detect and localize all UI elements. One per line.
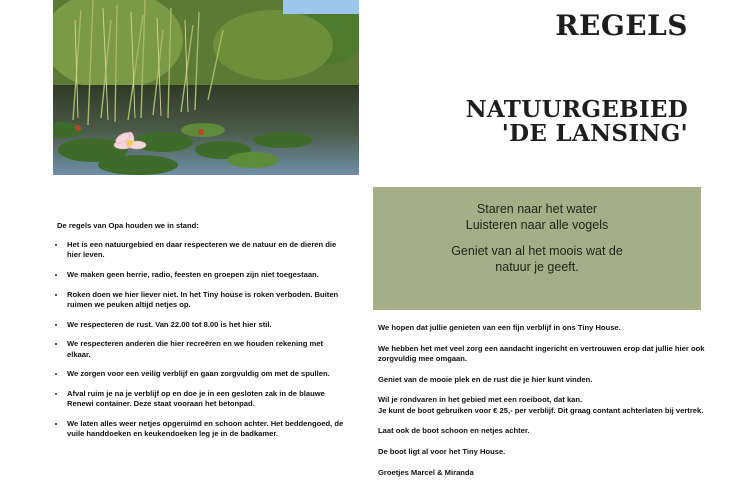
quote-line-1: Staren naar het water	[476, 202, 598, 216]
nature-photo	[53, 0, 359, 175]
pond-illustration	[53, 0, 359, 175]
rules-list	[57, 240, 347, 439]
subtitle	[466, 98, 688, 146]
rule-item: • Roken doen we hier liever niet. In het Tiny house is roken verboden. Buiten ruimen we peuken altijd netjes op.	[66, 290, 347, 310]
note-paragraph: De boot ligt al voor het Tiny House.	[378, 446, 506, 456]
rule-item: • We zorgen voor een veilig verblijf en gaan zorgvuldig om met de spullen.	[66, 369, 347, 379]
rule-item: • We respecteren anderen die hier recreëren en we houden rekening met elkaar.	[66, 339, 347, 359]
rule-item: • We maken geen herrie, radio, feesten en groepen zijn niet toegestaan.	[66, 270, 347, 280]
notes-section	[378, 323, 708, 488]
quote-line-3: Geniet van al het moois wat de	[451, 244, 623, 258]
page-title: REGELS	[555, 9, 688, 42]
rules-intro: De regels van Opa houden we in stand:	[57, 221, 199, 230]
note-paragraph: We hebben het met veel zorg een aandacht ingericht en vertrouwen erop dat jullie hier ook zorgvuldig mee omgaan.	[378, 343, 705, 363]
rules-section	[57, 221, 347, 449]
note-paragraph: Wil je rondvaren in het gebied met een roeiboot, dat kan. Je kunt de boot gebruiken voor € 25,- per verblijf. Dit graag contant achterlaten bij vertrek.	[378, 395, 704, 415]
note-paragraph: Laat ook de boot schoon en netjes achter.	[378, 426, 530, 436]
subtitle-line-1: NATUURGEBIED	[465, 96, 688, 123]
signature: Groetjes Marcel & Miranda	[378, 467, 474, 477]
rule-item: • Het is een natuurgebied en daar respecteren we de natuur en de dieren die hier leven.	[66, 240, 347, 260]
quote-line-2: Luisteren naar alle vogels	[465, 218, 609, 232]
rule-item: • We respecteren de rust. Van 22.00 tot 8.00 is het hier stil.	[66, 320, 347, 330]
rule-item: • We laten alles weer netjes opgeruimd en schoon achter. Het beddengoed, de vuile handdoeken en keukendoeken leg je in de badkamer.	[66, 419, 347, 439]
quote-line-4: natuur je geeft.	[495, 260, 579, 274]
rule-item: • Afval ruim je na je verblijf op en doe je in een gesloten zak in de blauwe Renewi container. Deze staat vooraan het betonpad.	[66, 389, 347, 409]
subtitle-line-2: 'DE LANSING'	[501, 120, 688, 147]
quote-spacer	[373, 233, 701, 243]
quote-box	[373, 187, 701, 310]
note-paragraph: Geniet van de mooie plek en de rust die je hier kunt vinden.	[378, 374, 593, 384]
note-paragraph: We hopen dat jullie genieten van een fijn verblijf in ons Tiny House.	[378, 323, 621, 332]
